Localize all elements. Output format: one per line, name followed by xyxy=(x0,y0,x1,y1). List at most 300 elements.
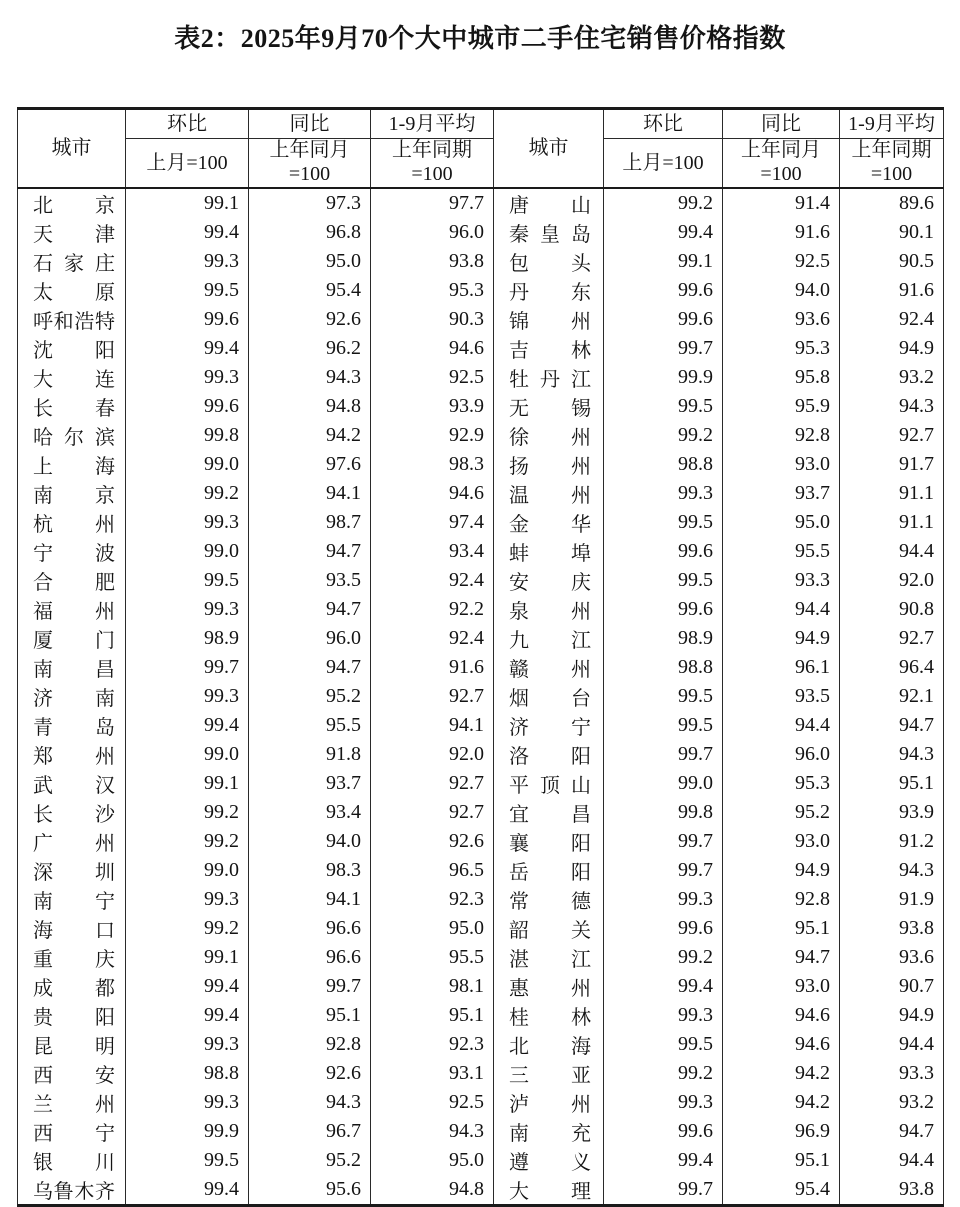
yoy-value: 98.7 xyxy=(249,508,371,537)
table-row xyxy=(18,595,944,624)
mom-value: 99.7 xyxy=(604,334,723,363)
avg-value: 92.7 xyxy=(840,624,944,653)
city-name: 呼 和 浩 特 xyxy=(33,311,115,333)
mom-value: 99.3 xyxy=(126,247,249,276)
avg-value: 98.3 xyxy=(371,450,494,479)
yoy-value: 97.6 xyxy=(249,450,371,479)
table-row xyxy=(18,566,944,595)
avg-value: 92.3 xyxy=(371,1030,494,1059)
avg-value: 94.1 xyxy=(371,711,494,740)
yoy-value: 99.7 xyxy=(249,972,371,1001)
mom-value: 99.3 xyxy=(126,595,249,624)
city-name: 无 锡 xyxy=(509,398,591,420)
city-cell xyxy=(18,1146,126,1175)
mom-value: 99.3 xyxy=(604,885,723,914)
avg-value: 91.1 xyxy=(840,508,944,537)
mom-value: 99.3 xyxy=(126,363,249,392)
table-row xyxy=(18,450,944,479)
mom-value: 99.9 xyxy=(604,363,723,392)
header-yoy-base-left xyxy=(249,139,371,189)
table-row xyxy=(18,972,944,1001)
city-name: 丹 东 xyxy=(509,282,591,304)
mom-value: 99.2 xyxy=(126,914,249,943)
city-name: 广 州 xyxy=(33,833,115,855)
city-cell xyxy=(494,276,604,305)
header-avg-base-left-text: 上年同期=100 xyxy=(392,139,472,185)
table-row xyxy=(18,188,944,218)
city-name: 南 京 xyxy=(33,485,115,507)
mom-value: 99.5 xyxy=(604,392,723,421)
city-name: 福 州 xyxy=(33,601,115,623)
avg-value: 92.2 xyxy=(371,595,494,624)
avg-value: 92.7 xyxy=(371,769,494,798)
yoy-value: 94.7 xyxy=(723,943,840,972)
city-name: 泸 州 xyxy=(509,1094,591,1116)
mom-value: 99.4 xyxy=(604,1146,723,1175)
city-name: 泉 州 xyxy=(509,601,591,623)
city-cell xyxy=(18,740,126,769)
yoy-value: 96.2 xyxy=(249,334,371,363)
avg-value: 92.1 xyxy=(840,682,944,711)
table-row xyxy=(18,624,944,653)
city-name: 南 昌 xyxy=(33,659,115,681)
table-row xyxy=(18,769,944,798)
mom-value: 99.2 xyxy=(604,188,723,218)
yoy-value: 95.1 xyxy=(723,1146,840,1175)
city-cell xyxy=(494,305,604,334)
table-row xyxy=(18,827,944,856)
header-mom-base-right: 上月=100 xyxy=(604,139,723,189)
yoy-value: 94.1 xyxy=(249,479,371,508)
mom-value: 99.1 xyxy=(604,247,723,276)
mom-value: 99.8 xyxy=(604,798,723,827)
avg-value: 92.0 xyxy=(840,566,944,595)
city-name: 兰 州 xyxy=(33,1094,115,1116)
mom-value: 99.3 xyxy=(604,479,723,508)
city-name: 海 口 xyxy=(33,920,115,942)
avg-value: 90.8 xyxy=(840,595,944,624)
yoy-value: 92.6 xyxy=(249,305,371,334)
city-cell xyxy=(18,305,126,334)
city-name: 南 宁 xyxy=(33,891,115,913)
mom-value: 99.5 xyxy=(604,508,723,537)
table-row xyxy=(18,856,944,885)
mom-value: 99.4 xyxy=(126,1001,249,1030)
mom-value: 99.0 xyxy=(126,856,249,885)
avg-value: 95.0 xyxy=(371,914,494,943)
yoy-value: 95.2 xyxy=(249,1146,371,1175)
city-name: 天 津 xyxy=(33,224,115,246)
table-row xyxy=(18,218,944,247)
header-yoy-left: 同比 xyxy=(249,109,371,139)
avg-value: 93.2 xyxy=(840,1088,944,1117)
table-body xyxy=(18,188,944,1206)
yoy-value: 94.1 xyxy=(249,885,371,914)
mom-value: 99.3 xyxy=(126,1088,249,1117)
yoy-value: 91.8 xyxy=(249,740,371,769)
avg-value: 92.7 xyxy=(840,421,944,450)
city-cell xyxy=(494,1001,604,1030)
avg-value: 90.7 xyxy=(840,972,944,1001)
mom-value: 99.2 xyxy=(604,421,723,450)
header-yoy-base-left-text: 上年同月=100 xyxy=(269,139,350,185)
city-name: 沈 阳 xyxy=(33,340,115,362)
mom-value: 98.8 xyxy=(126,1059,249,1088)
yoy-value: 92.5 xyxy=(723,247,840,276)
city-cell xyxy=(18,218,126,247)
city-name: 银 川 xyxy=(33,1152,115,1174)
city-cell xyxy=(494,334,604,363)
yoy-value: 95.3 xyxy=(723,769,840,798)
city-name: 韶 关 xyxy=(509,920,591,942)
avg-value: 91.6 xyxy=(840,276,944,305)
city-cell xyxy=(494,1175,604,1206)
city-name: 金 华 xyxy=(509,514,591,536)
yoy-value: 91.6 xyxy=(723,218,840,247)
avg-value: 92.7 xyxy=(371,798,494,827)
yoy-value: 95.4 xyxy=(249,276,371,305)
city-name: 赣 州 xyxy=(509,659,591,681)
city-name: 深 圳 xyxy=(33,862,115,884)
mom-value: 99.2 xyxy=(126,479,249,508)
mom-value: 99.5 xyxy=(126,276,249,305)
avg-value: 90.3 xyxy=(371,305,494,334)
table-row xyxy=(18,682,944,711)
city-name: 宜 昌 xyxy=(509,804,591,826)
mom-value: 99.4 xyxy=(604,972,723,1001)
city-cell xyxy=(18,798,126,827)
table-row xyxy=(18,711,944,740)
avg-value: 92.4 xyxy=(840,305,944,334)
city-name: 厦 门 xyxy=(33,630,115,652)
avg-value: 89.6 xyxy=(840,188,944,218)
avg-value: 94.4 xyxy=(840,537,944,566)
city-name: 平 顶 山 xyxy=(509,775,591,797)
yoy-value: 94.7 xyxy=(249,595,371,624)
city-cell xyxy=(494,421,604,450)
city-cell xyxy=(18,1001,126,1030)
avg-value: 94.9 xyxy=(840,1001,944,1030)
avg-value: 93.6 xyxy=(840,943,944,972)
table-row xyxy=(18,305,944,334)
city-name: 遵 义 xyxy=(509,1152,591,1174)
city-cell xyxy=(18,653,126,682)
avg-value: 93.8 xyxy=(840,1175,944,1206)
mom-value: 99.3 xyxy=(126,1030,249,1059)
mom-value: 99.3 xyxy=(604,1001,723,1030)
city-name: 徐 州 xyxy=(509,427,591,449)
city-cell xyxy=(494,566,604,595)
header-city-left: 城市 xyxy=(18,109,126,189)
city-cell xyxy=(18,885,126,914)
mom-value: 99.6 xyxy=(604,1117,723,1146)
city-cell xyxy=(494,218,604,247)
yoy-value: 94.9 xyxy=(723,856,840,885)
mom-value: 98.9 xyxy=(126,624,249,653)
avg-value: 97.7 xyxy=(371,188,494,218)
city-name: 哈 尔 滨 xyxy=(33,427,115,449)
mom-value: 99.3 xyxy=(126,508,249,537)
yoy-value: 91.4 xyxy=(723,188,840,218)
table-row xyxy=(18,276,944,305)
mom-value: 99.2 xyxy=(604,1059,723,1088)
table-row xyxy=(18,363,944,392)
mom-value: 99.6 xyxy=(604,276,723,305)
city-cell xyxy=(18,392,126,421)
header-yoy-base-right xyxy=(723,139,840,189)
header-yoy-base-right-text: 上年同月=100 xyxy=(741,139,821,185)
avg-value: 91.9 xyxy=(840,885,944,914)
mom-value: 99.4 xyxy=(604,218,723,247)
avg-value: 94.6 xyxy=(371,334,494,363)
yoy-value: 94.6 xyxy=(723,1001,840,1030)
table-header xyxy=(18,109,944,189)
yoy-value: 93.7 xyxy=(723,479,840,508)
avg-value: 92.3 xyxy=(371,885,494,914)
city-name: 蚌 埠 xyxy=(509,543,591,565)
avg-value: 94.7 xyxy=(840,1117,944,1146)
avg-value: 91.7 xyxy=(840,450,944,479)
header-yoy-right: 同比 xyxy=(723,109,840,139)
yoy-value: 96.7 xyxy=(249,1117,371,1146)
city-name: 常 德 xyxy=(509,891,591,913)
city-cell xyxy=(18,566,126,595)
city-name: 重 庆 xyxy=(33,949,115,971)
avg-value: 92.4 xyxy=(371,566,494,595)
city-name: 岳 阳 xyxy=(509,862,591,884)
yoy-value: 93.4 xyxy=(249,798,371,827)
table-row xyxy=(18,1030,944,1059)
yoy-value: 94.2 xyxy=(723,1088,840,1117)
city-cell xyxy=(494,856,604,885)
city-cell xyxy=(494,1059,604,1088)
city-cell xyxy=(18,363,126,392)
table-row xyxy=(18,943,944,972)
city-cell xyxy=(494,1117,604,1146)
city-cell xyxy=(18,537,126,566)
city-cell xyxy=(18,479,126,508)
mom-value: 99.4 xyxy=(126,711,249,740)
city-cell xyxy=(494,740,604,769)
avg-value: 90.1 xyxy=(840,218,944,247)
city-cell xyxy=(18,1175,126,1206)
yoy-value: 94.0 xyxy=(723,276,840,305)
city-cell xyxy=(18,1059,126,1088)
header-mom-base-left: 上月=100 xyxy=(126,139,249,189)
header-avg-base-left xyxy=(371,139,494,189)
city-name: 昆 明 xyxy=(33,1036,115,1058)
avg-value: 94.3 xyxy=(840,856,944,885)
table-row xyxy=(18,1059,944,1088)
city-name: 桂 林 xyxy=(509,1007,591,1029)
city-cell xyxy=(494,537,604,566)
table-title: 表2：2025年9月70个大中城市二手住宅销售价格指数 xyxy=(174,24,786,53)
city-cell xyxy=(494,914,604,943)
mom-value: 99.9 xyxy=(126,1117,249,1146)
city-cell xyxy=(494,798,604,827)
mom-value: 99.0 xyxy=(126,537,249,566)
avg-value: 96.0 xyxy=(371,218,494,247)
mom-value: 98.8 xyxy=(604,450,723,479)
avg-value: 94.4 xyxy=(840,1146,944,1175)
city-name: 秦 皇 岛 xyxy=(509,224,591,246)
yoy-value: 95.4 xyxy=(723,1175,840,1206)
mom-value: 99.6 xyxy=(126,305,249,334)
yoy-value: 95.2 xyxy=(249,682,371,711)
table-row xyxy=(18,537,944,566)
yoy-value: 93.6 xyxy=(723,305,840,334)
city-name: 大 理 xyxy=(509,1181,591,1203)
city-cell xyxy=(494,769,604,798)
yoy-value: 96.1 xyxy=(723,653,840,682)
yoy-value: 95.5 xyxy=(249,711,371,740)
city-cell xyxy=(18,188,126,218)
mom-value: 99.4 xyxy=(126,334,249,363)
yoy-value: 94.3 xyxy=(249,1088,371,1117)
mom-value: 99.7 xyxy=(604,740,723,769)
yoy-value: 96.0 xyxy=(723,740,840,769)
city-cell xyxy=(494,1088,604,1117)
avg-value: 92.9 xyxy=(371,421,494,450)
city-cell xyxy=(494,1146,604,1175)
city-name: 合 肥 xyxy=(33,572,115,594)
avg-value: 93.3 xyxy=(840,1059,944,1088)
city-name: 锦 州 xyxy=(509,311,591,333)
yoy-value: 94.7 xyxy=(249,653,371,682)
yoy-value: 97.3 xyxy=(249,188,371,218)
mom-value: 99.5 xyxy=(604,566,723,595)
table-row xyxy=(18,1088,944,1117)
city-name: 唐 山 xyxy=(509,195,591,217)
avg-value: 92.7 xyxy=(371,682,494,711)
city-cell xyxy=(494,1030,604,1059)
mom-value: 99.7 xyxy=(604,827,723,856)
city-cell xyxy=(494,943,604,972)
city-cell xyxy=(494,479,604,508)
city-cell xyxy=(18,1030,126,1059)
mom-value: 99.2 xyxy=(126,798,249,827)
mom-value: 99.1 xyxy=(126,943,249,972)
avg-value: 94.9 xyxy=(840,334,944,363)
city-name: 九 江 xyxy=(509,630,591,652)
yoy-value: 93.0 xyxy=(723,827,840,856)
city-cell xyxy=(494,595,604,624)
avg-value: 92.5 xyxy=(371,363,494,392)
header-avg-left: 1-9月平均 xyxy=(371,109,494,139)
yoy-value: 93.7 xyxy=(249,769,371,798)
avg-value: 92.5 xyxy=(371,1088,494,1117)
avg-value: 92.4 xyxy=(371,624,494,653)
city-name: 乌 鲁 木 齐 xyxy=(33,1181,115,1203)
mom-value: 98.9 xyxy=(604,624,723,653)
header-avg-base-right-text: 上年同期=100 xyxy=(851,139,932,185)
city-name: 西 宁 xyxy=(33,1123,115,1145)
yoy-value: 94.4 xyxy=(723,711,840,740)
mom-value: 99.3 xyxy=(126,682,249,711)
city-name: 贵 阳 xyxy=(33,1007,115,1029)
table-row xyxy=(18,653,944,682)
yoy-value: 95.5 xyxy=(723,537,840,566)
avg-value: 94.4 xyxy=(840,1030,944,1059)
avg-value: 94.3 xyxy=(840,740,944,769)
city-cell xyxy=(18,624,126,653)
table-row xyxy=(18,479,944,508)
mom-value: 99.1 xyxy=(126,188,249,218)
city-cell xyxy=(18,334,126,363)
city-cell xyxy=(18,276,126,305)
mom-value: 99.5 xyxy=(126,566,249,595)
avg-value: 93.9 xyxy=(840,798,944,827)
avg-value: 93.1 xyxy=(371,1059,494,1088)
avg-value: 91.1 xyxy=(840,479,944,508)
city-cell xyxy=(494,508,604,537)
mom-value: 99.8 xyxy=(126,421,249,450)
mom-value: 99.6 xyxy=(604,595,723,624)
city-name: 烟 台 xyxy=(509,688,591,710)
city-name: 济 南 xyxy=(33,688,115,710)
mom-value: 99.0 xyxy=(604,769,723,798)
avg-value: 95.1 xyxy=(840,769,944,798)
mom-value: 99.6 xyxy=(126,392,249,421)
city-cell xyxy=(494,682,604,711)
city-name: 牡 丹 江 xyxy=(509,369,591,391)
mom-value: 99.6 xyxy=(604,305,723,334)
yoy-value: 94.6 xyxy=(723,1030,840,1059)
yoy-value: 92.6 xyxy=(249,1059,371,1088)
city-cell xyxy=(18,711,126,740)
city-cell xyxy=(494,827,604,856)
yoy-value: 92.8 xyxy=(723,885,840,914)
yoy-value: 95.6 xyxy=(249,1175,371,1206)
city-name: 大 连 xyxy=(33,369,115,391)
city-name: 安 庆 xyxy=(509,572,591,594)
table-row xyxy=(18,1117,944,1146)
city-cell xyxy=(18,827,126,856)
yoy-value: 92.8 xyxy=(723,421,840,450)
city-name: 杭 州 xyxy=(33,514,115,536)
mom-value: 98.8 xyxy=(604,653,723,682)
yoy-value: 95.0 xyxy=(723,508,840,537)
yoy-value: 93.5 xyxy=(249,566,371,595)
city-cell xyxy=(494,363,604,392)
mom-value: 99.6 xyxy=(604,537,723,566)
avg-value: 96.5 xyxy=(371,856,494,885)
mom-value: 99.4 xyxy=(126,218,249,247)
table-row xyxy=(18,914,944,943)
mom-value: 99.5 xyxy=(604,682,723,711)
city-name: 三 亚 xyxy=(509,1065,591,1087)
avg-value: 94.7 xyxy=(840,711,944,740)
yoy-value: 96.6 xyxy=(249,914,371,943)
city-name: 温 州 xyxy=(509,485,591,507)
yoy-value: 93.0 xyxy=(723,450,840,479)
city-name: 青 岛 xyxy=(33,717,115,739)
city-name: 北 京 xyxy=(33,195,115,217)
avg-value: 93.9 xyxy=(371,392,494,421)
avg-value: 92.0 xyxy=(371,740,494,769)
table-row xyxy=(18,334,944,363)
avg-value: 91.2 xyxy=(840,827,944,856)
city-cell xyxy=(18,1117,126,1146)
yoy-value: 94.2 xyxy=(249,421,371,450)
city-name: 上 海 xyxy=(33,456,115,478)
yoy-value: 95.3 xyxy=(723,334,840,363)
yoy-value: 95.1 xyxy=(249,1001,371,1030)
table-row xyxy=(18,247,944,276)
yoy-value: 95.0 xyxy=(249,247,371,276)
city-name: 襄 阳 xyxy=(509,833,591,855)
city-name: 洛 阳 xyxy=(509,746,591,768)
